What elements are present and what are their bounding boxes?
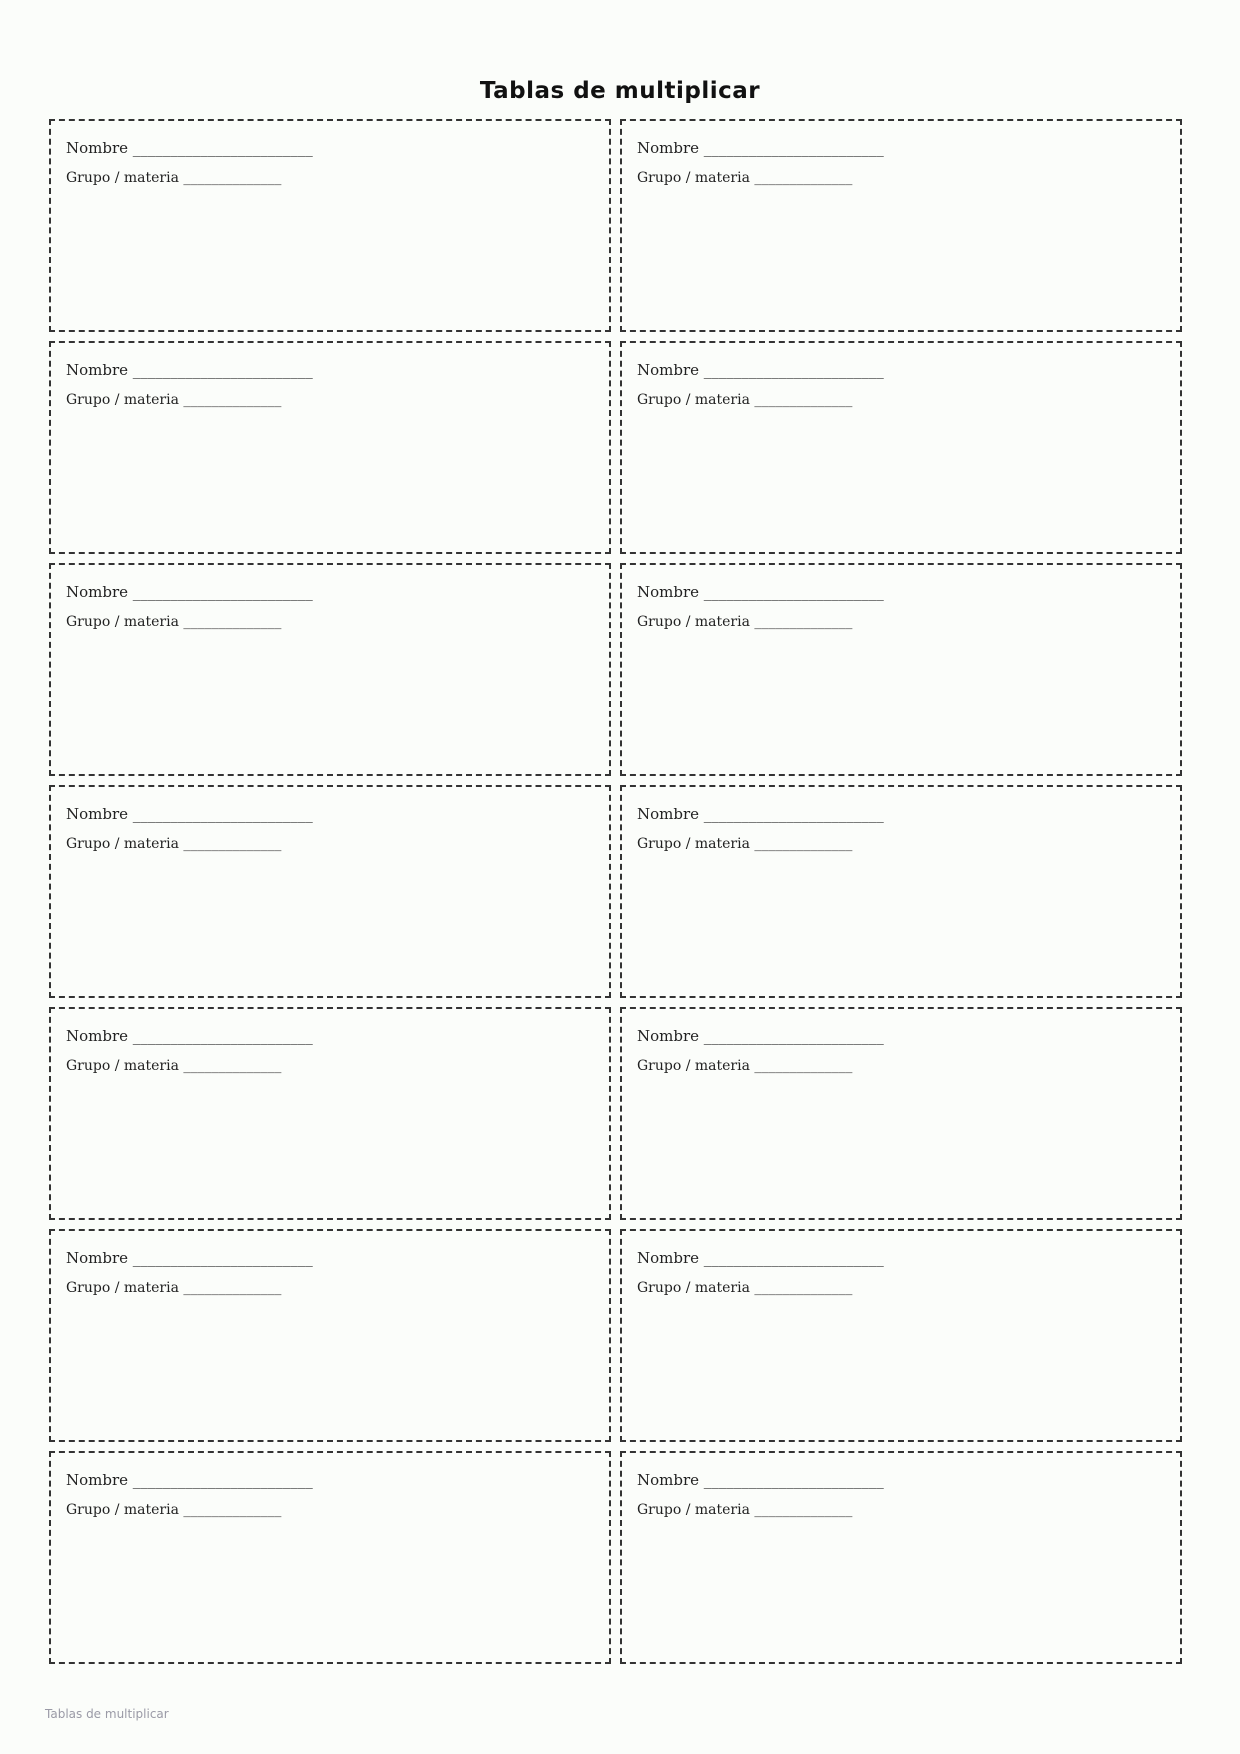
group-subject-line: Grupo / materia ______________ — [66, 392, 282, 408]
card — [49, 119, 611, 332]
card — [620, 119, 1182, 332]
name-line: Nombre ________________________ — [637, 1027, 884, 1045]
page-footer: Tablas de multiplicar — [45, 1707, 169, 1721]
group-subject-line: Grupo / materia ______________ — [66, 1058, 282, 1074]
name-line: Nombre ________________________ — [66, 139, 313, 157]
card — [49, 563, 611, 776]
group-subject-line: Grupo / materia ______________ — [66, 170, 282, 186]
card — [620, 785, 1182, 998]
name-line: Nombre ________________________ — [637, 1471, 884, 1489]
name-line: Nombre ________________________ — [66, 1471, 313, 1489]
group-subject-line: Grupo / materia ______________ — [637, 1502, 853, 1518]
name-line: Nombre ________________________ — [637, 805, 884, 823]
group-subject-line: Grupo / materia ______________ — [637, 836, 853, 852]
card — [620, 1229, 1182, 1442]
name-line: Nombre ________________________ — [637, 139, 884, 157]
card — [49, 785, 611, 998]
group-subject-line: Grupo / materia ______________ — [66, 1502, 282, 1518]
card — [49, 341, 611, 554]
group-subject-line: Grupo / materia ______________ — [637, 1280, 853, 1296]
name-line: Nombre ________________________ — [66, 361, 313, 379]
group-subject-line: Grupo / materia ______________ — [637, 614, 853, 630]
card — [49, 1007, 611, 1220]
card — [620, 1007, 1182, 1220]
group-subject-line: Grupo / materia ______________ — [66, 614, 282, 630]
card — [620, 1451, 1182, 1664]
group-subject-line: Grupo / materia ______________ — [66, 836, 282, 852]
card — [49, 1229, 611, 1442]
page-title: Tablas de multiplicar — [479, 78, 761, 104]
card — [620, 563, 1182, 776]
name-line: Nombre ________________________ — [637, 583, 884, 601]
name-line: Nombre ________________________ — [637, 1249, 884, 1267]
group-subject-line: Grupo / materia ______________ — [637, 392, 853, 408]
name-line: Nombre ________________________ — [66, 805, 313, 823]
name-line: Nombre ________________________ — [66, 1027, 313, 1045]
name-line: Nombre ________________________ — [637, 361, 884, 379]
card — [620, 341, 1182, 554]
card — [49, 1451, 611, 1664]
card-grid — [49, 119, 1182, 1664]
group-subject-line: Grupo / materia ______________ — [637, 1058, 853, 1074]
group-subject-line: Grupo / materia ______________ — [637, 170, 853, 186]
name-line: Nombre ________________________ — [66, 1249, 313, 1267]
name-line: Nombre ________________________ — [66, 583, 313, 601]
group-subject-line: Grupo / materia ______________ — [66, 1280, 282, 1296]
